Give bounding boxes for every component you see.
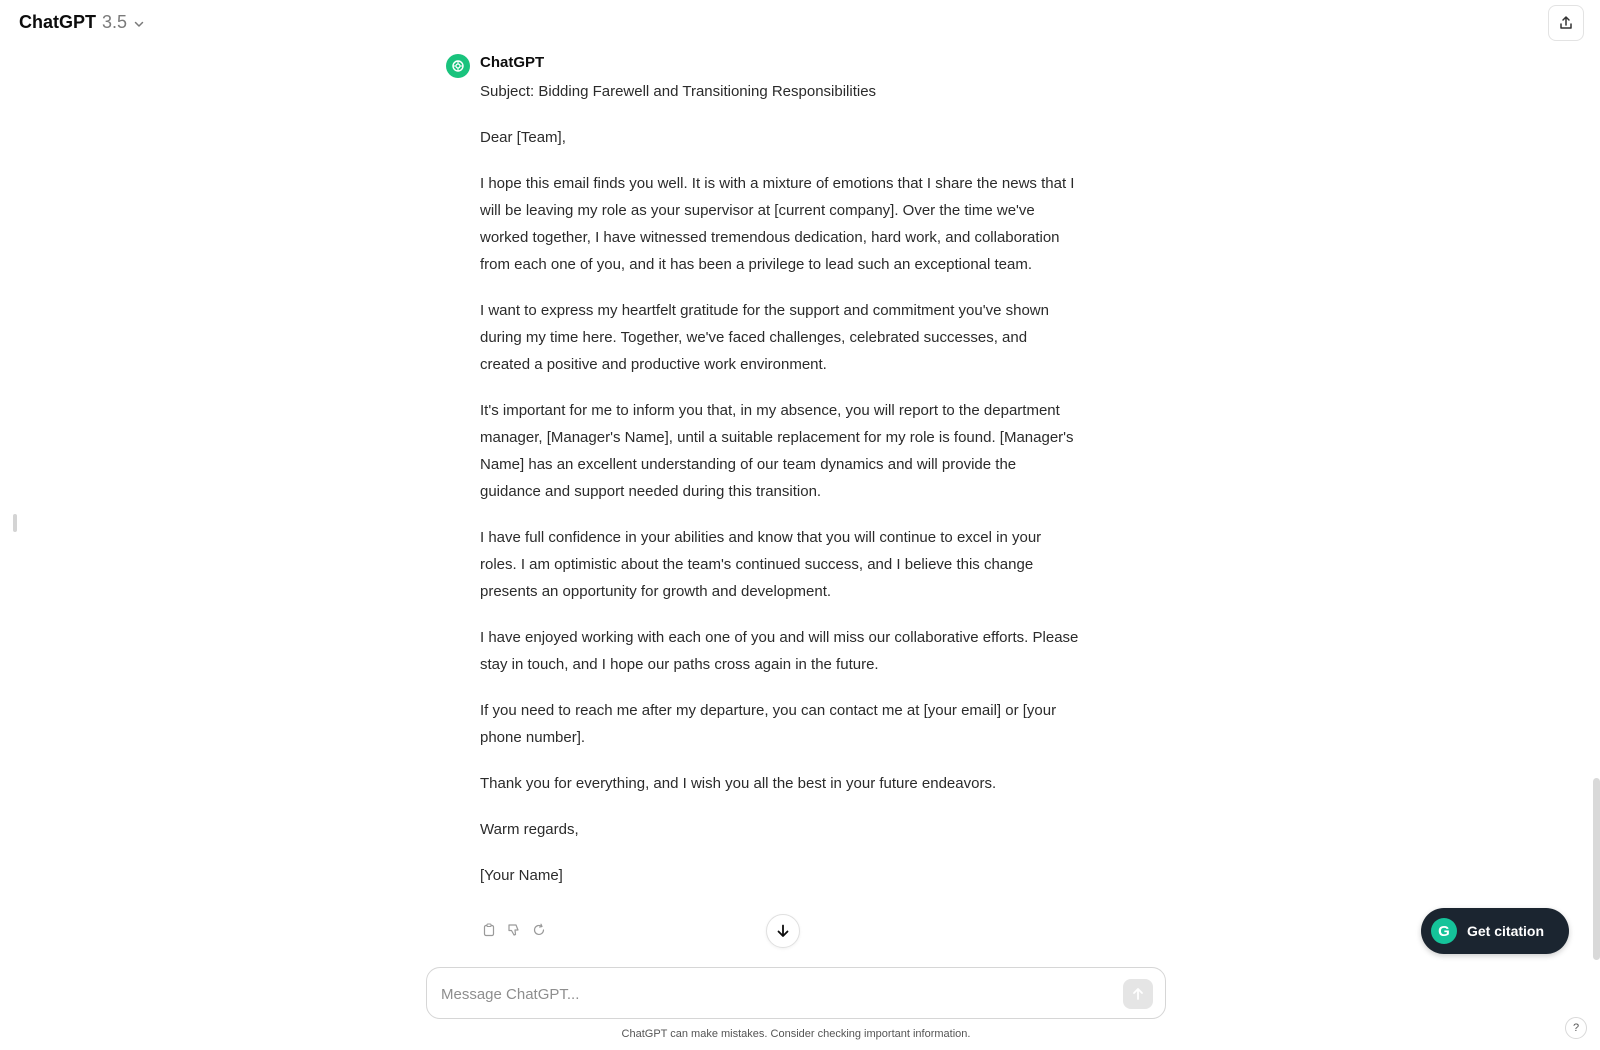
message-actions xyxy=(481,922,547,938)
arrow-down-icon xyxy=(775,923,791,939)
email-greeting: Dear [Team], xyxy=(480,129,566,146)
chevron-down-icon xyxy=(133,18,145,30)
message-composer xyxy=(426,967,1166,1019)
send-button[interactable] xyxy=(1123,979,1153,1009)
share-icon xyxy=(1558,15,1574,31)
email-paragraph: It's important for me to inform you that, in my absence, you will report to the department manager, [Manager's Name], until a suitable replacement for my role is found. [Manager's Name] has an excellent understanding of our team dynamics and will provide the guidance and support needed during this transition. xyxy=(480,402,1074,500)
share-button[interactable] xyxy=(1548,5,1584,41)
regenerate-icon[interactable] xyxy=(531,922,547,938)
copy-icon[interactable] xyxy=(481,922,497,938)
message-body xyxy=(480,78,1080,908)
get-citation-button[interactable] xyxy=(1421,908,1569,954)
message-input[interactable] xyxy=(441,982,1091,1006)
arrow-up-icon xyxy=(1131,987,1145,1001)
email-paragraph: I have full confidence in your abilities and know that you will continue to excel in your roles. I am optimistic about the team's continued success, and I believe this change presents an opportunity for growth and development. xyxy=(480,529,1042,600)
openai-logo-icon xyxy=(446,54,470,78)
email-paragraph: I have enjoyed working with each one of you and will miss our collaborative efforts. Please stay in touch, and I hope our paths cross again in the future. xyxy=(480,629,1079,673)
email-signature: [Your Name] xyxy=(480,867,563,884)
grammarly-logo-icon: G xyxy=(1431,918,1457,944)
email-signoff: Warm regards, xyxy=(480,821,579,838)
get-citation-label: Get citation xyxy=(1467,923,1545,939)
model-name: ChatGPT xyxy=(19,12,97,32)
sidebar-toggle-handle[interactable] xyxy=(13,514,17,532)
email-paragraph: I want to express my heartfelt gratitude for the support and commitment you've shown during my time here. Together, we've faced challenges, celebrated successes, and created a positive and productive work environment. xyxy=(480,302,1049,373)
email-paragraph: I hope this email finds you well. It is with a mixture of emotions that I share the news that I will be leaving my role as your supervisor at [current company]. Over the time we've worked together, I have witnessed tremendous dedication, hard work, and collaboration from each one of you, and it has been a privilege to lead such an exceptional team. xyxy=(480,175,1075,273)
thumbs-down-icon[interactable] xyxy=(506,922,522,938)
email-paragraph: If you need to reach me after my departure, you can contact me at [your email] or [your phone number]. xyxy=(480,702,1057,746)
scroll-to-bottom-button[interactable] xyxy=(766,914,800,948)
model-selector[interactable] xyxy=(19,12,145,33)
disclaimer-text: ChatGPT can make mistakes. Consider checking important information. xyxy=(621,1028,971,1040)
message-author: ChatGPT xyxy=(480,54,545,71)
email-paragraph: Thank you for everything, and I wish you all the best in your future endeavors. xyxy=(480,775,997,792)
help-button[interactable]: ? xyxy=(1565,1017,1587,1039)
scrollbar[interactable] xyxy=(1593,778,1600,960)
model-version: 3.5 xyxy=(102,12,128,32)
email-subject: Subject: Bidding Farewell and Transitioning Responsibilities xyxy=(480,83,877,100)
